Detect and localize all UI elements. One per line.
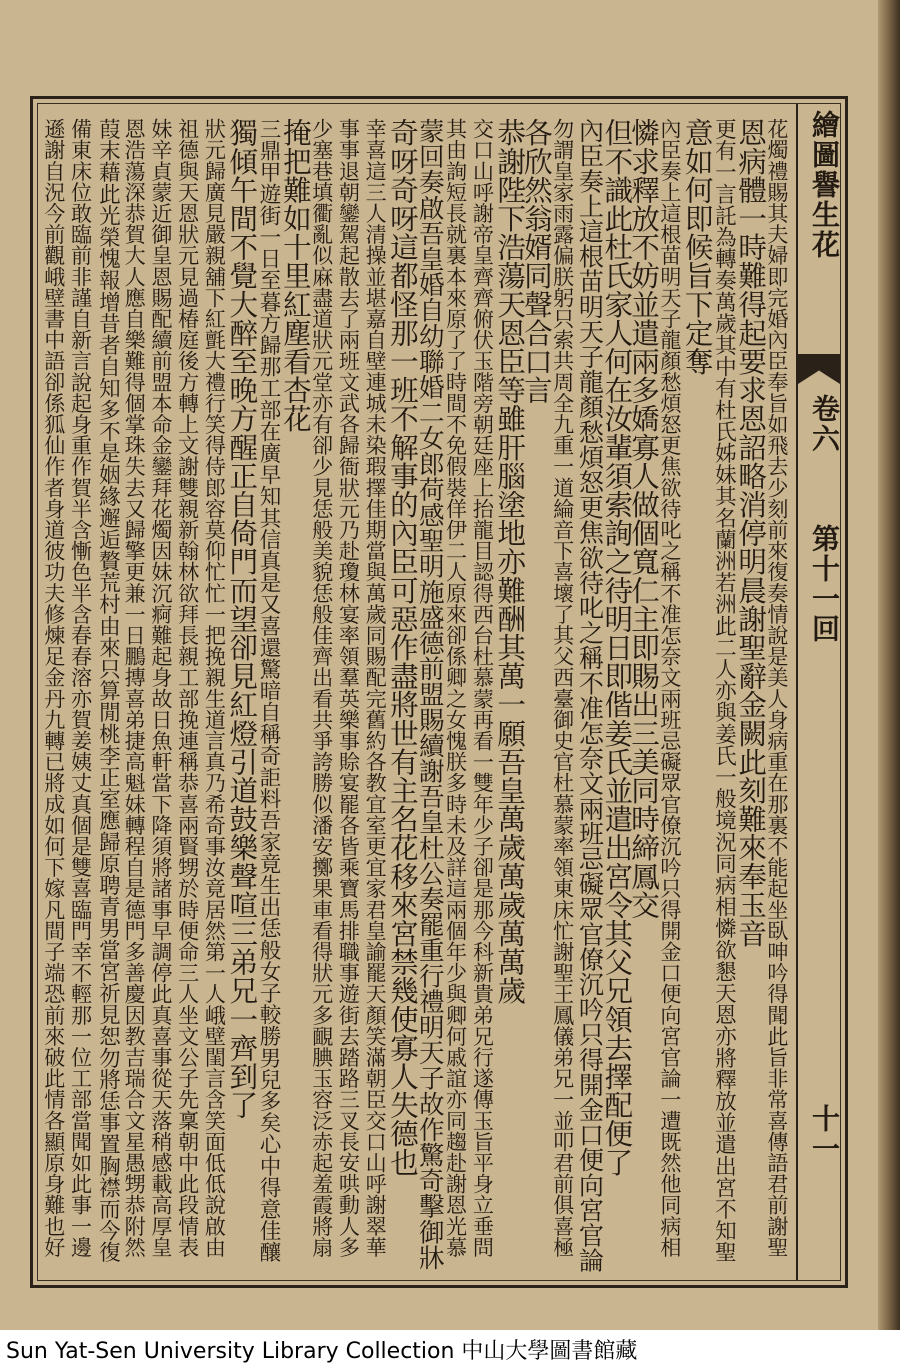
- text-column: 妹辛貞蒙近御皇恩賜配續前盟本命金鑾拜花燭因妹沉痾難起身故日魚軒當下降須將諸事早調停此真喜事從天落稍感載高厚皇: [148, 118, 174, 1258]
- text-column: 恩浩蕩深恭賀大人應自樂難得個掌珠失去又歸擎更兼一日鵬摶喜弟捷高魁妹轉程自是德門多善慶因教吉瑞合文星愚甥恭附然: [122, 118, 148, 1258]
- text-column: 內臣奏上這根苗明天子龍顏愁煩怒更焦欲待叱之稱不准怎奈文兩班忌礙眾官僚沉吟只得開金口便向宮官論: [575, 118, 605, 1273]
- text-column: 祖德與天恩狀元見過椿庭後方轉上文謝雙親新翰林欲拜長親工部挽連稱恭喜兩賢甥於時便命三人坐文公子先稟朝中此段情表: [175, 118, 201, 1258]
- text-column: 葭末藉此光榮愧報增昔者自知多不是姻緣邂逅贅荒村由來只算閒桃李正室應歸原聘青男當宮祈見恕勿將恁事置胸襟而今復: [95, 118, 121, 1263]
- text-column: 備東床位敢臨前非謹自新言說起身重作賀半含慚色半含春春溶亦賀姜姨丈真個是雙喜臨門幸不輕那一位工部當聞如此事一邊: [68, 118, 94, 1258]
- fish-tail-mark: [798, 354, 840, 384]
- text-column: 花燭禮賜其夫婦即完婚內臣奉旨如飛去少刻前來復奏情說是美人身病重在那裏不能起坐臥呻吟得聞此旨非常喜傳語君前謝聖: [764, 118, 790, 1258]
- scan-edge: [878, 0, 900, 1330]
- text-column: 奇呀奇呀這都怪那一班不解事的內臣可惡作盡將世有主名花移來宮禁幾使寡人失德也: [385, 118, 420, 1177]
- banxin-fold-column: [796, 104, 840, 1280]
- text-column: 恭謝陛下浩蕩天恩臣等雖肝腦塗地亦難酬其萬一願吾皇萬歲萬歲萬萬歲: [493, 118, 528, 1005]
- text-column: 狀元歸廣見嚴親舖下紅氈大禮行笑得侍郎容莫仰忙忙一把挽親生道言真乃希奇事汝竟居然第一人峨壁閨言含笑面低低說啟由: [202, 118, 228, 1258]
- text-column: 但不識此杜氏家人何在汝輩須索詢之待明日即偕姜氏並遣出宮令其父兄領去擇配便了: [600, 118, 635, 1177]
- text-column: 獨傾午間不覺大醉至晚方醒正自倚門而望卻見紅燈引道鼓樂聲喧三弟兄一齊到了: [225, 118, 260, 1119]
- text-column: 更有一言託為轉奏萬歲其中有杜氏姊妹其名蘭洲若洲此二人亦與姜氏一般境況同病相憐欲懇天恩亦將釋放並遣出宮不知聖: [711, 118, 737, 1263]
- text-column: 掩把難如十里紅塵看杏花: [278, 118, 313, 433]
- text-column: 遜謝自況今前觀峨壁書中語卻係狐仙作者身道彼功夫修煉足金丹九轉已將成如何下嫁凡間子端恐前來破此情各顯原身難也好: [41, 118, 67, 1258]
- footer-bar: [0, 1330, 900, 1368]
- text-column: 少塞巷填衢亂似麻盡道狀元堂亦有卻少見恁般美貌恁般佳齊出看共爭誇勝似潘安擲果車看得狀元多靦腆玉容泛赤起羞霞將扇: [309, 118, 335, 1258]
- text-column: 三鼎甲遊街一日至暮方歸那工部在廣早知其信真是又喜還驚暗自稱奇詎料吾家竟生出恁般女子較勝男兒多矣心中得意佳釀: [256, 118, 282, 1263]
- text-column: 事事退朝鑾駕起散去了兩班文武各歸衙狀元乃赴瓊林宴率領羣英樂事賒宴罷各皆乘寶馬排職事遊街去踏路三叉長安哄動人多: [336, 118, 362, 1258]
- text-column: 蒙回奏啟吾皇婚自幼聯婚二女郎荷感聖明施盛德前盟賜續謝吾皇杜公奏罷重行禮明天子故作驚奇擊御牀: [414, 118, 445, 1270]
- text-column: 內臣奏上這根苗明天子龍顏愁煩怒更焦欲待叱之稱不准怎奈文兩班忌礙眾官僚沉吟只得開金口便向宮官論一遭既然他同病相: [657, 118, 683, 1258]
- banxin-chapter: 第十一回: [808, 524, 841, 644]
- banxin-title: 繪圖譽生花: [808, 110, 841, 260]
- print-frame-inner: [37, 103, 841, 1281]
- text-column: 意如何即候旨下定奪: [680, 118, 715, 376]
- text-column: 恩病體一時難得起要求恩詔略消停明晨謝聖辭金闕此刻難來奉玉音: [734, 118, 769, 948]
- collection-credit: Sun Yat-Sen University Library Collection 中山大學圖書館藏: [6, 1339, 638, 1364]
- text-column: 各欣然翁婿同聲合口言: [519, 118, 554, 404]
- text-column: 幸喜這三人清操並堪嘉自壁連城未染瑕擇佳期當與萬歲同賜配完舊約各教宜室更宜家君皇諭罷天顏笑滿朝臣交口山呼謝翠華: [363, 118, 389, 1258]
- banxin-page-number: 十一: [808, 1104, 841, 1164]
- text-column: 交口山呼謝帝皇齊齊俯伏玉階旁朝廷座上抬龍目認得西台杜慕蒙再看一雙年少子卻是那今科新貴弟兄行遂傳玉旨平身立垂問: [470, 118, 496, 1258]
- print-frame: [30, 96, 848, 1288]
- banxin-volume: 卷六: [808, 394, 841, 454]
- text-column: 勿謂皇家雨露偏朕躬只索共周全九重一道綸音下喜壞了其父西臺御史官杜慕蒙率領東床忙謝聖王鳳儀弟兄一並叩君前俱喜極: [550, 118, 576, 1258]
- text-column: 憐求釋放不妨並遣兩多嬌寡人做個寬仁主即賜出三美同時締鳳交: [627, 118, 662, 919]
- text-column: 其由詢短長就裏本來原了了時間不免假裝佯伊二人原來卻係卿之女愧朕多時未及詳這兩個年少與卿何戚誼亦同趨赴謝恩光慕: [443, 118, 469, 1258]
